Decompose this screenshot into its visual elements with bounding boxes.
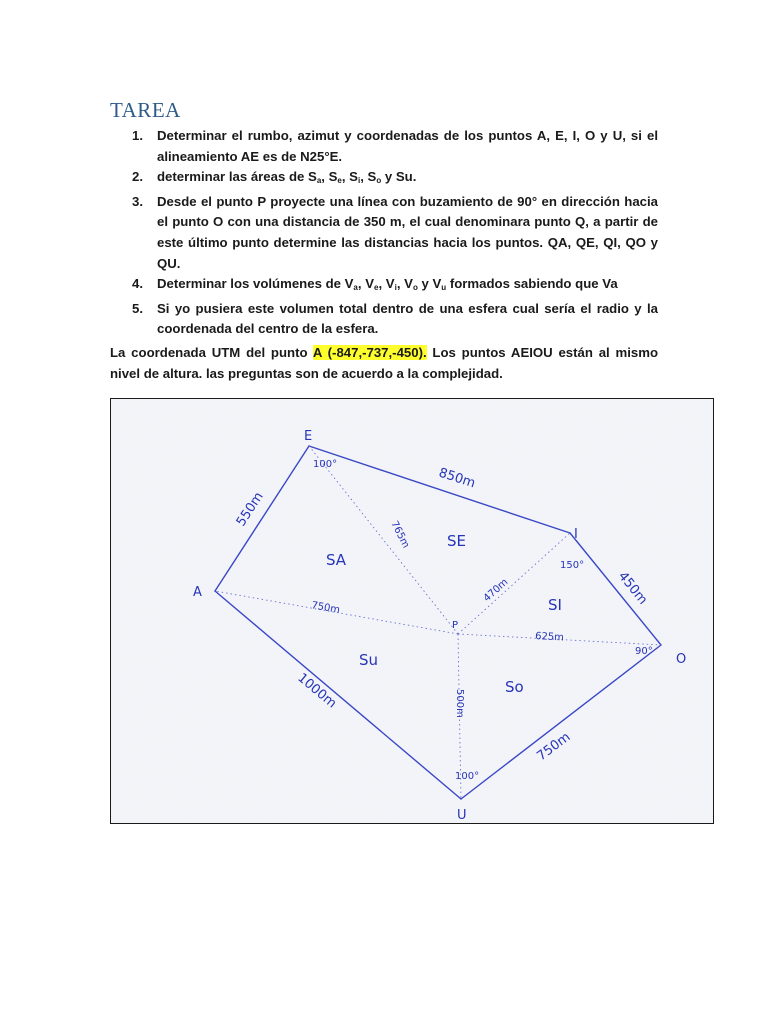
highlighted-coordinate: A (-847,-737,-450).: [312, 345, 427, 360]
radial-label-PI: 470m: [481, 576, 511, 605]
edge-label-OU: 750m: [534, 729, 574, 765]
point-label-E: E: [304, 429, 313, 444]
task-number: 3.: [132, 193, 143, 209]
task-number: 5.: [132, 300, 143, 316]
coordinate-paragraph: [110, 342, 658, 384]
radial-label-PU: 500m: [454, 689, 465, 718]
task-number: 4.: [132, 276, 143, 292]
task-item-4: [120, 274, 658, 299]
task-text: determinar las áreas de $S_a$, $S_e$, $S_i$, $S_o$ y Su.: [157, 169, 417, 186]
point-label-U: U: [457, 808, 467, 823]
angle-label-E: 100°: [313, 459, 338, 470]
task-number: 2.: [132, 169, 143, 185]
angle-label-U: 100°: [455, 771, 480, 782]
edge-label-EI: 850m: [436, 465, 478, 492]
area-label-SA: SA: [326, 551, 347, 569]
edge-label-AE: 550m: [233, 489, 267, 530]
task-item-1: [120, 126, 658, 167]
diagram-svg: [111, 399, 714, 824]
task-text: Determinar los volúmenes de $V_a$, $V_e$, $V_i$, $V_o$ y $V_u$ formados sabiendo que Va: [157, 276, 618, 293]
task-text: Si yo pusiera este volumen total dentro de una esfera cual sería el radio y la coordenada del centro de la esfera.: [157, 300, 658, 337]
task-number: 1.: [132, 128, 143, 143]
angle-label-O: 90°: [635, 646, 653, 657]
task-list: [120, 126, 658, 340]
area-label-SU: Su: [359, 651, 379, 669]
task-text: Desde el punto P proyecte una línea con buzamiento de 90° en dirección hacia el punto O con una distancia de 350 m, el cual denominara punto Q, a partir de este último punto determine las distancias hacia los puntos. QA, QE, QI, QO y QU.: [157, 193, 658, 271]
radial-label-PA: 750m: [310, 600, 341, 616]
area-label-SO: So: [505, 678, 524, 696]
angle-label-I: 150°: [560, 560, 585, 571]
paragraph-text-after: Los puntos AEIOU están al mismo nivel de altura. las preguntas son de acuerdo a la complejidad.: [110, 345, 659, 381]
task-text: Determinar el rumbo, azimut y coordenadas de los puntos A, E, I, O y U, si el alineamiento AE es de N25°E.: [157, 128, 658, 164]
task-item-5: [120, 299, 658, 340]
task-item-2: [120, 167, 658, 192]
edge-label-IO: 450m: [614, 569, 651, 608]
radial-label-PE: 765m: [388, 519, 412, 551]
point-label-P: P: [452, 620, 459, 631]
point-label-I: I: [574, 527, 578, 542]
point-label-O: O: [676, 652, 687, 667]
point-label-A: A: [193, 585, 202, 600]
paragraph-text-before: La coordenada UTM del punto: [110, 345, 313, 360]
area-label-SI: SI: [548, 596, 562, 614]
page-title: TAREA: [110, 98, 181, 122]
paper-texture: [111, 399, 714, 824]
area-label-SE: SE: [447, 532, 466, 550]
edge-label-UA: 1000m: [294, 670, 340, 712]
radial-label-PO: 625m: [534, 631, 565, 644]
task-item-3: [120, 192, 658, 274]
hand-drawn-diagram: [110, 398, 714, 824]
